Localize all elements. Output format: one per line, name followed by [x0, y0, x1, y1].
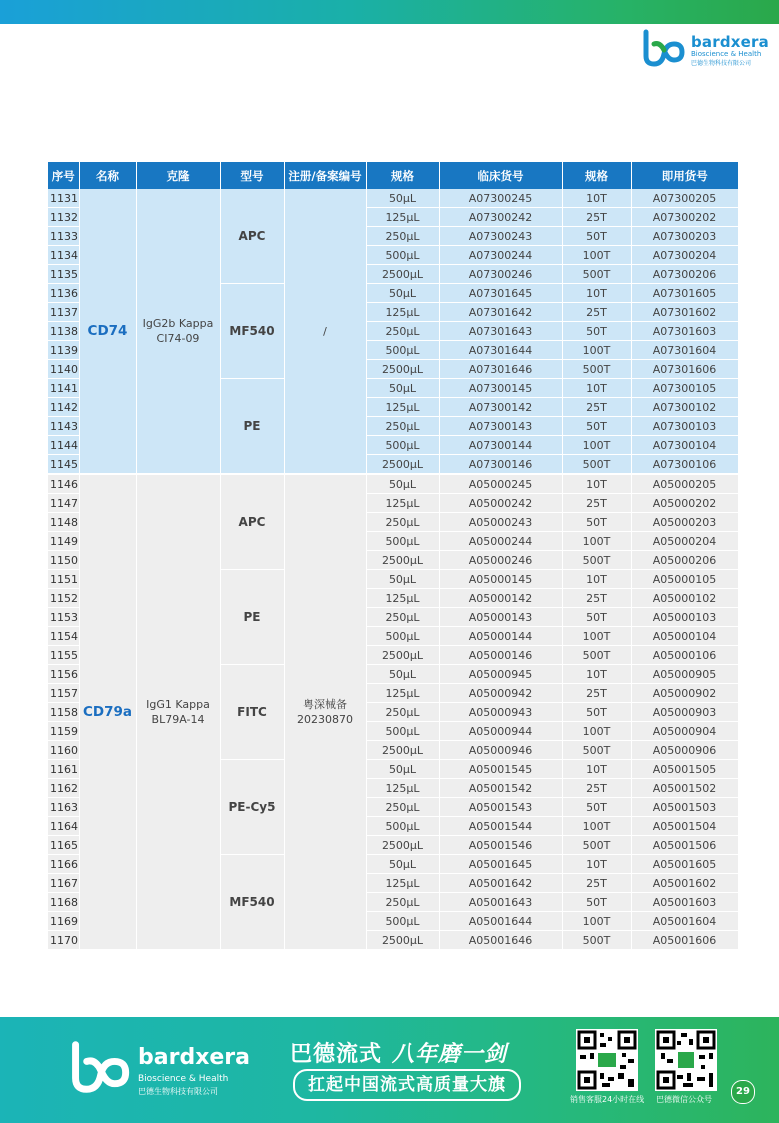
clinical-catalog-number: A07300144 [439, 436, 562, 455]
ready-to-use-size: 10T [562, 570, 631, 589]
clinical-catalog-number: A07300146 [439, 455, 562, 475]
clinical-volume: 250μL [366, 417, 439, 436]
qr-code-icon [655, 1029, 717, 1091]
row-index: 1133 [48, 227, 79, 246]
ready-to-use-catalog-number: A05000205 [631, 474, 738, 494]
ready-to-use-catalog-number: A05000104 [631, 627, 738, 646]
clinical-volume: 2500μL [366, 455, 439, 475]
row-index: 1164 [48, 817, 79, 836]
ready-to-use-catalog-number: A07301602 [631, 303, 738, 322]
slogan-line-2: 扛起中国流式高质量大旗 [293, 1069, 521, 1101]
ready-to-use-catalog-number: A05000203 [631, 513, 738, 532]
ready-to-use-size: 500T [562, 551, 631, 570]
clinical-volume: 2500μL [366, 551, 439, 570]
clinical-volume: 50μL [366, 760, 439, 779]
registration-number: 粤深械备 20230870 [284, 474, 366, 950]
table-header-cell: 临床货号 [439, 162, 562, 189]
ready-to-use-catalog-number: A07300203 [631, 227, 738, 246]
ready-to-use-size: 50T [562, 608, 631, 627]
clinical-volume: 125μL [366, 208, 439, 227]
clone-name: IgG2b Kappa CI74-09 [136, 189, 220, 474]
brand-mark-icon [642, 28, 688, 68]
ready-to-use-catalog-number: A07301603 [631, 322, 738, 341]
ready-to-use-catalog-number: A05000106 [631, 646, 738, 665]
ready-to-use-catalog-number: A07301604 [631, 341, 738, 360]
ready-to-use-size: 500T [562, 931, 631, 950]
clinical-volume: 2500μL [366, 646, 439, 665]
ready-to-use-catalog-number: A07300102 [631, 398, 738, 417]
page-number: 29 [731, 1080, 755, 1104]
ready-to-use-catalog-number: A05000102 [631, 589, 738, 608]
ready-to-use-size: 100T [562, 532, 631, 551]
ready-to-use-size: 100T [562, 341, 631, 360]
row-index: 1150 [48, 551, 79, 570]
ready-to-use-catalog-number: A07300205 [631, 189, 738, 208]
ready-to-use-size: 100T [562, 722, 631, 741]
row-index: 1142 [48, 398, 79, 417]
qr-caption-sales: 销售客服24小时在线 [570, 1095, 645, 1104]
ready-to-use-size: 10T [562, 474, 631, 494]
clinical-catalog-number: A05000145 [439, 570, 562, 589]
ready-to-use-catalog-number: A05000902 [631, 684, 738, 703]
row-index: 1152 [48, 589, 79, 608]
ready-to-use-catalog-number: A05001502 [631, 779, 738, 798]
product-table [48, 162, 739, 950]
row-index: 1144 [48, 436, 79, 455]
clinical-volume: 250μL [366, 893, 439, 912]
clinical-catalog-number: A05001546 [439, 836, 562, 855]
clinical-volume: 50μL [366, 189, 439, 208]
ready-to-use-catalog-number: A07301606 [631, 360, 738, 379]
clinical-catalog-number: A07300143 [439, 417, 562, 436]
clinical-volume: 250μL [366, 703, 439, 722]
table-header-cell: 型号 [220, 162, 284, 189]
clinical-catalog-number: A07300244 [439, 246, 562, 265]
clinical-catalog-number: A05001644 [439, 912, 562, 931]
clinical-volume: 50μL [366, 379, 439, 398]
row-index: 1145 [48, 455, 79, 475]
row-index: 1139 [48, 341, 79, 360]
row-index: 1167 [48, 874, 79, 893]
row-index: 1136 [48, 284, 79, 303]
clinical-catalog-number: A05001646 [439, 931, 562, 950]
ready-to-use-catalog-number: A05000206 [631, 551, 738, 570]
clinical-catalog-number: A05000142 [439, 589, 562, 608]
row-index: 1132 [48, 208, 79, 227]
ready-to-use-size: 50T [562, 703, 631, 722]
ready-to-use-catalog-number: A07300202 [631, 208, 738, 227]
ready-to-use-catalog-number: A07300105 [631, 379, 738, 398]
clinical-catalog-number: A05001645 [439, 855, 562, 874]
clinical-volume: 500μL [366, 817, 439, 836]
table-header-cell: 即用货号 [631, 162, 738, 189]
clinical-catalog-number: A05000146 [439, 646, 562, 665]
row-index: 1161 [48, 760, 79, 779]
row-index: 1149 [48, 532, 79, 551]
ready-to-use-size: 500T [562, 360, 631, 379]
ready-to-use-catalog-number: A07300206 [631, 265, 738, 284]
clinical-catalog-number: A05001542 [439, 779, 562, 798]
row-index: 1168 [48, 893, 79, 912]
ready-to-use-size: 50T [562, 227, 631, 246]
row-index: 1140 [48, 360, 79, 379]
ready-to-use-size: 100T [562, 817, 631, 836]
clinical-catalog-number: A07301644 [439, 341, 562, 360]
fluorochrome-model: PE [220, 379, 284, 475]
row-index: 1160 [48, 741, 79, 760]
footer-banner [0, 1017, 779, 1123]
clinical-volume: 500μL [366, 436, 439, 455]
ready-to-use-size: 10T [562, 855, 631, 874]
brand-logo-header [642, 28, 772, 68]
ready-to-use-size: 10T [562, 189, 631, 208]
fluorochrome-model: FITC [220, 665, 284, 760]
clinical-catalog-number: A07300246 [439, 265, 562, 284]
row-index: 1170 [48, 931, 79, 950]
clinical-catalog-number: A05000242 [439, 494, 562, 513]
row-index: 1166 [48, 855, 79, 874]
fluorochrome-model: APC [220, 474, 284, 570]
ready-to-use-catalog-number: A05001606 [631, 931, 738, 950]
ready-to-use-size: 50T [562, 893, 631, 912]
clinical-catalog-number: A05001545 [439, 760, 562, 779]
clinical-volume: 250μL [366, 513, 439, 532]
fluorochrome-model: MF540 [220, 855, 284, 950]
ready-to-use-catalog-number: A07300103 [631, 417, 738, 436]
ready-to-use-size: 100T [562, 912, 631, 931]
qr-code-icon [576, 1029, 638, 1091]
table-header-row [48, 162, 738, 189]
qr-code-wechat[interactable] [655, 1029, 717, 1091]
ready-to-use-size: 500T [562, 836, 631, 855]
row-index: 1135 [48, 265, 79, 284]
clinical-catalog-number: A05000942 [439, 684, 562, 703]
row-index: 1158 [48, 703, 79, 722]
ready-to-use-size: 25T [562, 684, 631, 703]
row-index: 1159 [48, 722, 79, 741]
clinical-volume: 500μL [366, 722, 439, 741]
clinical-volume: 50μL [366, 474, 439, 494]
clinical-volume: 125μL [366, 303, 439, 322]
brand-name: bardxera [691, 33, 769, 51]
row-index: 1147 [48, 494, 79, 513]
table-header-cell: 序号 [48, 162, 79, 189]
brand-cn-name: 巴德生物科技有限公司 [691, 60, 752, 67]
row-index: 1143 [48, 417, 79, 436]
ready-to-use-size: 25T [562, 779, 631, 798]
ready-to-use-size: 25T [562, 208, 631, 227]
ready-to-use-catalog-number: A07301605 [631, 284, 738, 303]
slogan-main: 巴德流式 [290, 1042, 383, 1067]
fluorochrome-model: PE [220, 570, 284, 665]
clinical-catalog-number: A07300243 [439, 227, 562, 246]
clinical-catalog-number: A05000245 [439, 474, 562, 494]
clinical-volume: 2500μL [366, 360, 439, 379]
clinical-catalog-number: A05001543 [439, 798, 562, 817]
ready-to-use-catalog-number: A05001504 [631, 817, 738, 836]
ready-to-use-size: 100T [562, 627, 631, 646]
row-index: 1148 [48, 513, 79, 532]
ready-to-use-catalog-number: A05001604 [631, 912, 738, 931]
row-index: 1165 [48, 836, 79, 855]
ready-to-use-size: 25T [562, 874, 631, 893]
row-index: 1163 [48, 798, 79, 817]
ready-to-use-size: 50T [562, 322, 631, 341]
clinical-volume: 2500μL [366, 741, 439, 760]
clinical-volume: 125μL [366, 398, 439, 417]
clinical-volume: 500μL [366, 627, 439, 646]
table-header-cell: 规格 [562, 162, 631, 189]
slogan-script: 八年磨一剑 [392, 1041, 508, 1067]
clinical-volume: 50μL [366, 855, 439, 874]
ready-to-use-catalog-number: A07300204 [631, 246, 738, 265]
ready-to-use-size: 25T [562, 589, 631, 608]
clinical-catalog-number: A07301645 [439, 284, 562, 303]
ready-to-use-size: 10T [562, 665, 631, 684]
clinical-catalog-number: A07300142 [439, 398, 562, 417]
ready-to-use-catalog-number: A05000204 [631, 532, 738, 551]
slogan-line-1 [290, 1037, 507, 1068]
row-index: 1151 [48, 570, 79, 589]
footer-brand-cn-name: 巴德生物科技有限公司 [138, 1087, 218, 1096]
clinical-catalog-number: A05000244 [439, 532, 562, 551]
clinical-catalog-number: A07301642 [439, 303, 562, 322]
clinical-volume: 50μL [366, 284, 439, 303]
clinical-volume: 500μL [366, 341, 439, 360]
clinical-volume: 125μL [366, 684, 439, 703]
clinical-volume: 50μL [366, 665, 439, 684]
registration-number: / [284, 189, 366, 474]
ready-to-use-catalog-number: A07300106 [631, 455, 738, 475]
clinical-catalog-number: A05000943 [439, 703, 562, 722]
clinical-volume: 2500μL [366, 265, 439, 284]
ready-to-use-size: 25T [562, 494, 631, 513]
table-body [48, 189, 738, 950]
clinical-volume: 2500μL [366, 931, 439, 950]
ready-to-use-catalog-number: A05001603 [631, 893, 738, 912]
clinical-catalog-number: A05000945 [439, 665, 562, 684]
table-row [48, 189, 738, 208]
ready-to-use-catalog-number: A05001505 [631, 760, 738, 779]
clinical-catalog-number: A05001643 [439, 893, 562, 912]
row-index: 1134 [48, 246, 79, 265]
table-row [48, 474, 738, 494]
clinical-catalog-number: A07300145 [439, 379, 562, 398]
clinical-volume: 2500μL [366, 836, 439, 855]
clinical-catalog-number: A07300245 [439, 189, 562, 208]
clinical-catalog-number: A05000243 [439, 513, 562, 532]
table-header-cell: 规格 [366, 162, 439, 189]
table-header-cell: 名称 [79, 162, 136, 189]
clinical-catalog-number: A05000946 [439, 741, 562, 760]
ready-to-use-size: 50T [562, 513, 631, 532]
ready-to-use-size: 100T [562, 436, 631, 455]
ready-to-use-catalog-number: A05000202 [631, 494, 738, 513]
ready-to-use-catalog-number: A05001503 [631, 798, 738, 817]
row-index: 1156 [48, 665, 79, 684]
clinical-volume: 500μL [366, 246, 439, 265]
qr-caption-wechat: 巴德微信公众号 [656, 1095, 712, 1104]
clinical-volume: 125μL [366, 494, 439, 513]
ready-to-use-size: 10T [562, 284, 631, 303]
clinical-volume: 250μL [366, 798, 439, 817]
row-index: 1155 [48, 646, 79, 665]
ready-to-use-catalog-number: A05000105 [631, 570, 738, 589]
row-index: 1138 [48, 322, 79, 341]
row-index: 1162 [48, 779, 79, 798]
clinical-catalog-number: A05000143 [439, 608, 562, 627]
row-index: 1157 [48, 684, 79, 703]
clone-name: IgG1 Kappa BL79A-14 [136, 474, 220, 950]
ready-to-use-size: 500T [562, 741, 631, 760]
brand-mark-icon [70, 1037, 134, 1097]
clinical-volume: 125μL [366, 589, 439, 608]
row-index: 1153 [48, 608, 79, 627]
footer-brand-name: bardxera [138, 1045, 250, 1070]
clinical-volume: 500μL [366, 532, 439, 551]
clinical-catalog-number: A05000246 [439, 551, 562, 570]
footer-brand-tagline: Bioscience & Health [138, 1074, 229, 1084]
table-header-cell: 克隆 [136, 162, 220, 189]
clinical-volume: 250μL [366, 608, 439, 627]
ready-to-use-catalog-number: A05001605 [631, 855, 738, 874]
brand-tagline: Bioscience & Health [691, 50, 762, 58]
row-index: 1146 [48, 474, 79, 494]
row-index: 1154 [48, 627, 79, 646]
ready-to-use-catalog-number: A05001506 [631, 836, 738, 855]
top-gradient-bar [0, 0, 779, 24]
clinical-volume: 250μL [366, 322, 439, 341]
brand-logo-footer [70, 1037, 250, 1097]
product-table-wrapper [48, 162, 738, 950]
ready-to-use-catalog-number: A05000903 [631, 703, 738, 722]
ready-to-use-size: 10T [562, 379, 631, 398]
ready-to-use-catalog-number: A05000905 [631, 665, 738, 684]
ready-to-use-catalog-number: A05000906 [631, 741, 738, 760]
clinical-volume: 125μL [366, 779, 439, 798]
clinical-catalog-number: A07301643 [439, 322, 562, 341]
ready-to-use-size: 100T [562, 246, 631, 265]
antigen-name: CD74 [79, 189, 136, 474]
row-index: 1169 [48, 912, 79, 931]
clinical-catalog-number: A07301646 [439, 360, 562, 379]
ready-to-use-catalog-number: A05000103 [631, 608, 738, 627]
table-header-cell: 注册/备案编号 [284, 162, 366, 189]
antigen-name: CD79a [79, 474, 136, 950]
fluorochrome-model: APC [220, 189, 284, 284]
ready-to-use-size: 50T [562, 417, 631, 436]
ready-to-use-size: 25T [562, 398, 631, 417]
ready-to-use-size: 50T [562, 798, 631, 817]
fluorochrome-model: MF540 [220, 284, 284, 379]
row-index: 1137 [48, 303, 79, 322]
ready-to-use-size: 500T [562, 646, 631, 665]
qr-code-sales[interactable] [576, 1029, 638, 1091]
row-index: 1131 [48, 189, 79, 208]
clinical-volume: 125μL [366, 874, 439, 893]
ready-to-use-size: 500T [562, 455, 631, 475]
ready-to-use-size: 25T [562, 303, 631, 322]
clinical-catalog-number: A05001544 [439, 817, 562, 836]
clinical-catalog-number: A07300242 [439, 208, 562, 227]
ready-to-use-size: 500T [562, 265, 631, 284]
ready-to-use-catalog-number: A05000904 [631, 722, 738, 741]
clinical-volume: 50μL [366, 570, 439, 589]
clinical-volume: 500μL [366, 912, 439, 931]
row-index: 1141 [48, 379, 79, 398]
clinical-catalog-number: A05000144 [439, 627, 562, 646]
clinical-catalog-number: A05001642 [439, 874, 562, 893]
ready-to-use-size: 10T [562, 760, 631, 779]
fluorochrome-model: PE-Cy5 [220, 760, 284, 855]
clinical-volume: 250μL [366, 227, 439, 246]
ready-to-use-catalog-number: A07300104 [631, 436, 738, 455]
ready-to-use-catalog-number: A05001602 [631, 874, 738, 893]
clinical-catalog-number: A05000944 [439, 722, 562, 741]
